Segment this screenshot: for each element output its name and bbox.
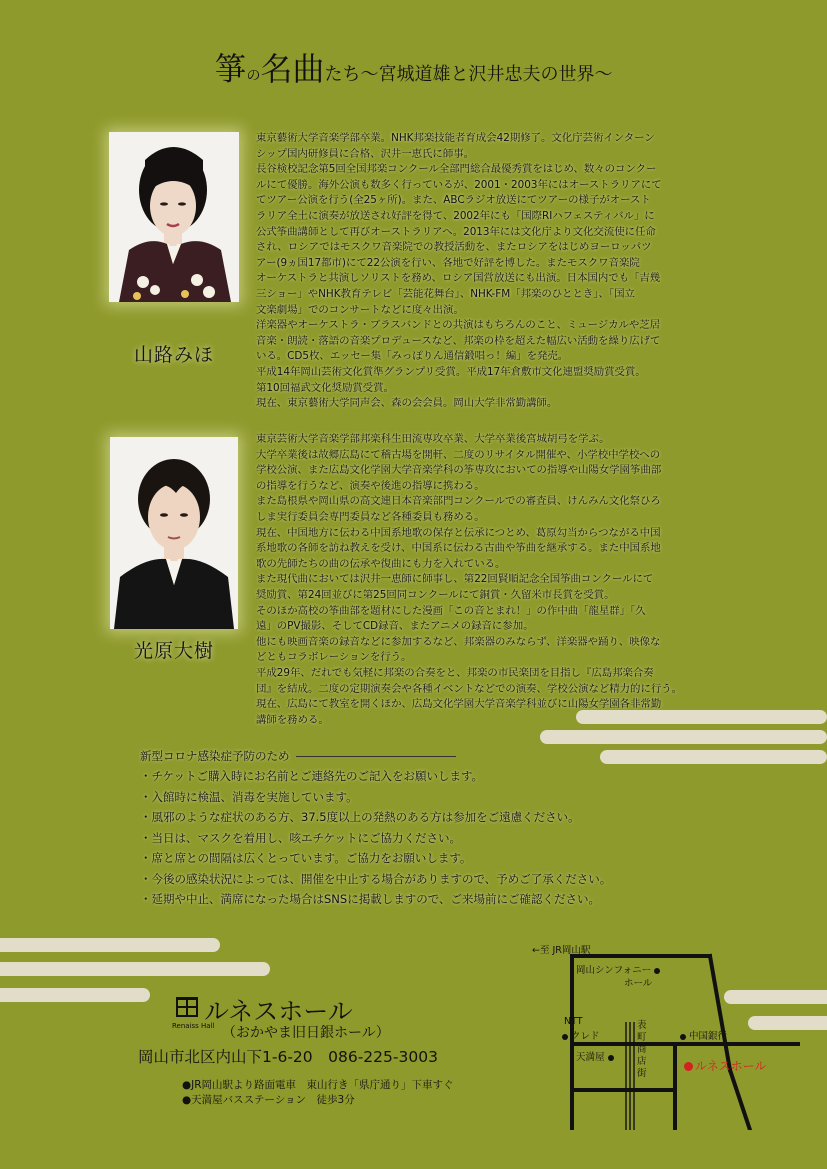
list-item: ・席と席との間隔は広くとっています。ご協力をお願いします。 bbox=[140, 851, 472, 865]
bio-line: どともコラボレーションを行う。 bbox=[256, 651, 412, 664]
bio-line: シップ国内研修員に合格、沢井一恵氏に師事。 bbox=[256, 147, 474, 160]
map-label-lunes bbox=[684, 1057, 766, 1074]
venue-subname: （おかやま旧日銀ホール） bbox=[222, 1025, 390, 1041]
bio-line: 文楽劇場」でのコンサートなどに度々出演。 bbox=[256, 303, 464, 316]
bio-line: そのほか高校の筝曲部を題材にした漫画「この音とまれ！」の作中曲「龍星群」「久 bbox=[256, 604, 646, 617]
bio-line: 現在、中国地方に伝わる中国系地歌の保存と伝承につとめ、葛原勾当からつながる中国 bbox=[256, 526, 661, 539]
covid-heading-row bbox=[140, 746, 611, 766]
bio-line: 系地歌の各師を訪ね教えを受け、中国系に伝わる古曲や筝曲を継承する。また中国系地 bbox=[256, 542, 661, 555]
bio-line: 講師を務める。 bbox=[256, 713, 329, 726]
performer-bio-1 bbox=[256, 131, 662, 412]
title-part2: の bbox=[246, 68, 261, 84]
map-label-tenmaya bbox=[576, 1049, 614, 1063]
bio-line: 東京芸術大学音楽学部邦楽科生田流専攻卒業、大学卒業後宮城胡弓を学ぶ。 bbox=[256, 433, 610, 445]
map-label-tenmaya-text: 天満屋 bbox=[576, 1052, 605, 1063]
map-label-bank-text: 中国銀行 bbox=[689, 1031, 728, 1042]
map-dot-icon bbox=[608, 1055, 614, 1061]
performer-bio-2 bbox=[256, 432, 682, 728]
bio-line: また現代曲においては沢井一恵師に師事し、第22回賢順記念全国筝曲コンクールにて bbox=[256, 573, 654, 586]
bio-line: 洋楽器やオーケストラ・ブラスバンドとの共演はもちろんのこと、ミュージカルや芝居 bbox=[256, 319, 661, 332]
list-item: ・風邪のような症状のある方、37.5度以上の発熱のある方は参加をご遠慮ください。 bbox=[140, 810, 580, 824]
bio-line: 長谷検校記念第5回全国邦楽コンクール全部門総合最優秀賞をはじめ、数々のコンクー bbox=[256, 163, 657, 176]
covid-list bbox=[140, 766, 611, 910]
venue-access bbox=[182, 1078, 454, 1108]
bio-line: 東京藝術大学音楽学部卒業。NHK邦楽技能者育成会42期修了。文化庁芸術インターン bbox=[256, 132, 655, 144]
bio-line: 他にも映画音楽の録音などに参加するなど、邦楽器のみならず、洋楽器や踊り、映像な bbox=[256, 635, 661, 648]
bio-line: ルにて優勝。海外公演も数多く行っているが、2001・2003年にはオーストラリアにて bbox=[256, 178, 662, 191]
bio-line: また島根県や岡山県の高文連日本音楽部門コンクールでの審査員、けんみん文化祭ひろ bbox=[256, 495, 661, 508]
venue-name: ルネスホール bbox=[204, 997, 353, 1026]
bio-line: 団』を結成。二度の定期演奏会や各種イベントなどでの演奏、学校公演など精力的に行う。 bbox=[256, 682, 683, 695]
bio-line: 大学卒業後は故郷広島にて稽古場を開軒、二度のリサイタル開催や、小学校中学校への bbox=[256, 448, 661, 461]
bio-line: 平成29年、だれでも気軽に邦楽の合奏をと、邦楽の市民楽団を目指し『広島邦楽合奏 bbox=[256, 666, 654, 679]
bio-line: 音楽・朗読・落語の音楽プロデュースなど、邦楽の枠を超えた幅広い活動を繰り広げて bbox=[256, 334, 661, 347]
map-label-lunes-text: ルネスホール bbox=[695, 1059, 767, 1073]
list-item: ・延期や中止、満席になった場合はSNSに掲載しますので、ご来場前にご確認ください。 bbox=[140, 892, 600, 906]
bio-line: 学校公演、また広島文化学園大学音楽学科の筝専攻においての指導や山陽女学園筝曲部 bbox=[256, 464, 662, 477]
venue-logo-text: Renaiss Hall bbox=[172, 1022, 215, 1030]
covid-notice bbox=[140, 746, 611, 910]
title-part5: たち〜宮城道雄と沢井忠夫の世界〜 bbox=[324, 64, 613, 85]
bio-line: 現在、東京藝術大学同声会、森の会会員。岡山大学非常勤講師。 bbox=[256, 397, 558, 410]
map-label-bank bbox=[680, 1028, 727, 1042]
bio-line: 歌の先師たちの曲の伝承や復曲にも力を入れている。 bbox=[256, 557, 506, 570]
bio-line: 遠」のPV撮影、そしてCD録音、またアニメの録音に参加。 bbox=[256, 620, 534, 633]
list-item: ・チケットご購入時にお名前とご連絡先のご記入をお願いします。 bbox=[140, 769, 484, 783]
map-label-kured-text: クレド bbox=[571, 1031, 600, 1042]
venue-logo-icon bbox=[176, 996, 198, 1018]
covid-heading: 新型コロナ感染症予防のため bbox=[140, 749, 290, 763]
list-item: ・今後の感染状況によっては、開催を中止する場合がありますので、予めご了承ください。 bbox=[140, 871, 612, 886]
bio-line: 奨励賞、第24回並びに第25回同コンクールにて銅賞・久留米市長賞を受賞。 bbox=[256, 588, 615, 601]
performer-photo-2 bbox=[110, 437, 238, 629]
performer-name-2: 光原大樹 bbox=[133, 640, 214, 662]
bio-line: しま実行委員会専門委員など各種委員も務める。 bbox=[256, 510, 485, 523]
bio-line: 第10回福武文化奨励賞受賞。 bbox=[256, 381, 394, 394]
performer-photo-1 bbox=[109, 132, 239, 302]
map-label-ntt: NTT bbox=[564, 1016, 583, 1027]
map-label-omotecho: 表町商店街 bbox=[637, 1020, 647, 1079]
bio-line: 現在、広島にて教室を開くほか、広島文化学園大学音楽学科並びに山陽女学園各非常勤 bbox=[256, 698, 662, 711]
bio-line: の指導を行うなど、演奏や後進の指導に携わる。 bbox=[256, 479, 485, 492]
map-label-station: ←至 JR岡山駅 bbox=[532, 945, 591, 956]
list-item: ・当日は、マスクを着用し、咳エチケットにご協力ください。 bbox=[140, 830, 461, 845]
bio-line: 公式筝曲講師として再びオーストラリアへ。2013年には文化庁より文化交流使に任命 bbox=[256, 225, 656, 238]
bio-line: アー(9ヵ国17都市)にて22公演を行い、各地で好評を博した。またモスクワ音楽院 bbox=[256, 256, 640, 269]
access-line: ●天満屋バスステーション 徒歩3分 bbox=[182, 1094, 355, 1106]
list-item: ・入館時に検温、消毒を実施しています。 bbox=[140, 789, 358, 804]
title-part4: 曲 bbox=[292, 50, 325, 88]
map-dot-icon bbox=[680, 1034, 686, 1040]
map-dot-icon bbox=[654, 968, 660, 974]
bio-line: いる。CD5枚、エッセー集「みっぽりん通信鍛唱っ！編」を発売。 bbox=[256, 350, 569, 363]
map-dot-icon bbox=[562, 1034, 568, 1040]
bio-line: ラリア全土に演奏が放送され好評を得て、2002年にも「国際RIハフェスティバル」に bbox=[256, 209, 655, 222]
bio-line: され、ロシアではモスクワ音楽院での教授活動を、またロシアをはじめヨーロッパツ bbox=[256, 241, 652, 254]
map-label-symphony-hall: ホール bbox=[624, 978, 653, 989]
divider bbox=[296, 756, 456, 757]
venue-address: 岡山市北区内山下1-6-20 086-225-3003 bbox=[138, 1048, 438, 1066]
bio-line: 平成14年岡山芸術文化賞準グランプリ受賞。平成17年倉敷市文化連盟奨励賞受賞。 bbox=[256, 365, 646, 378]
bio-line: 三ショー」やNHK教育テレビ「芸能花舞台」、NHK-FM「邦楽のひととき」、「国立 bbox=[256, 287, 635, 300]
performer-name-1: 山路みほ bbox=[133, 344, 214, 366]
page-title bbox=[0, 44, 827, 90]
bio-line: てツアー公演を行う(全25ヶ所)。また、ABCラジオ放送にてツアーの様子がオースト bbox=[256, 194, 651, 207]
access-line: ●JR岡山駅より路面電車 東山行き「県庁通り」下車すぐ bbox=[182, 1079, 454, 1091]
title-part1: 箏 bbox=[214, 50, 247, 88]
title-part3: 名 bbox=[260, 50, 293, 88]
venue-marker-icon bbox=[684, 1062, 693, 1071]
map-label-symphony bbox=[576, 962, 660, 976]
map-label-kured bbox=[562, 1028, 600, 1042]
bio-line: オーケストラと共演しソリストを務め、ロシア国営放送にも出演。日本国内でも「吉幾 bbox=[256, 272, 661, 285]
map-label-symphony-text: 岡山シンフォニー bbox=[576, 965, 652, 976]
